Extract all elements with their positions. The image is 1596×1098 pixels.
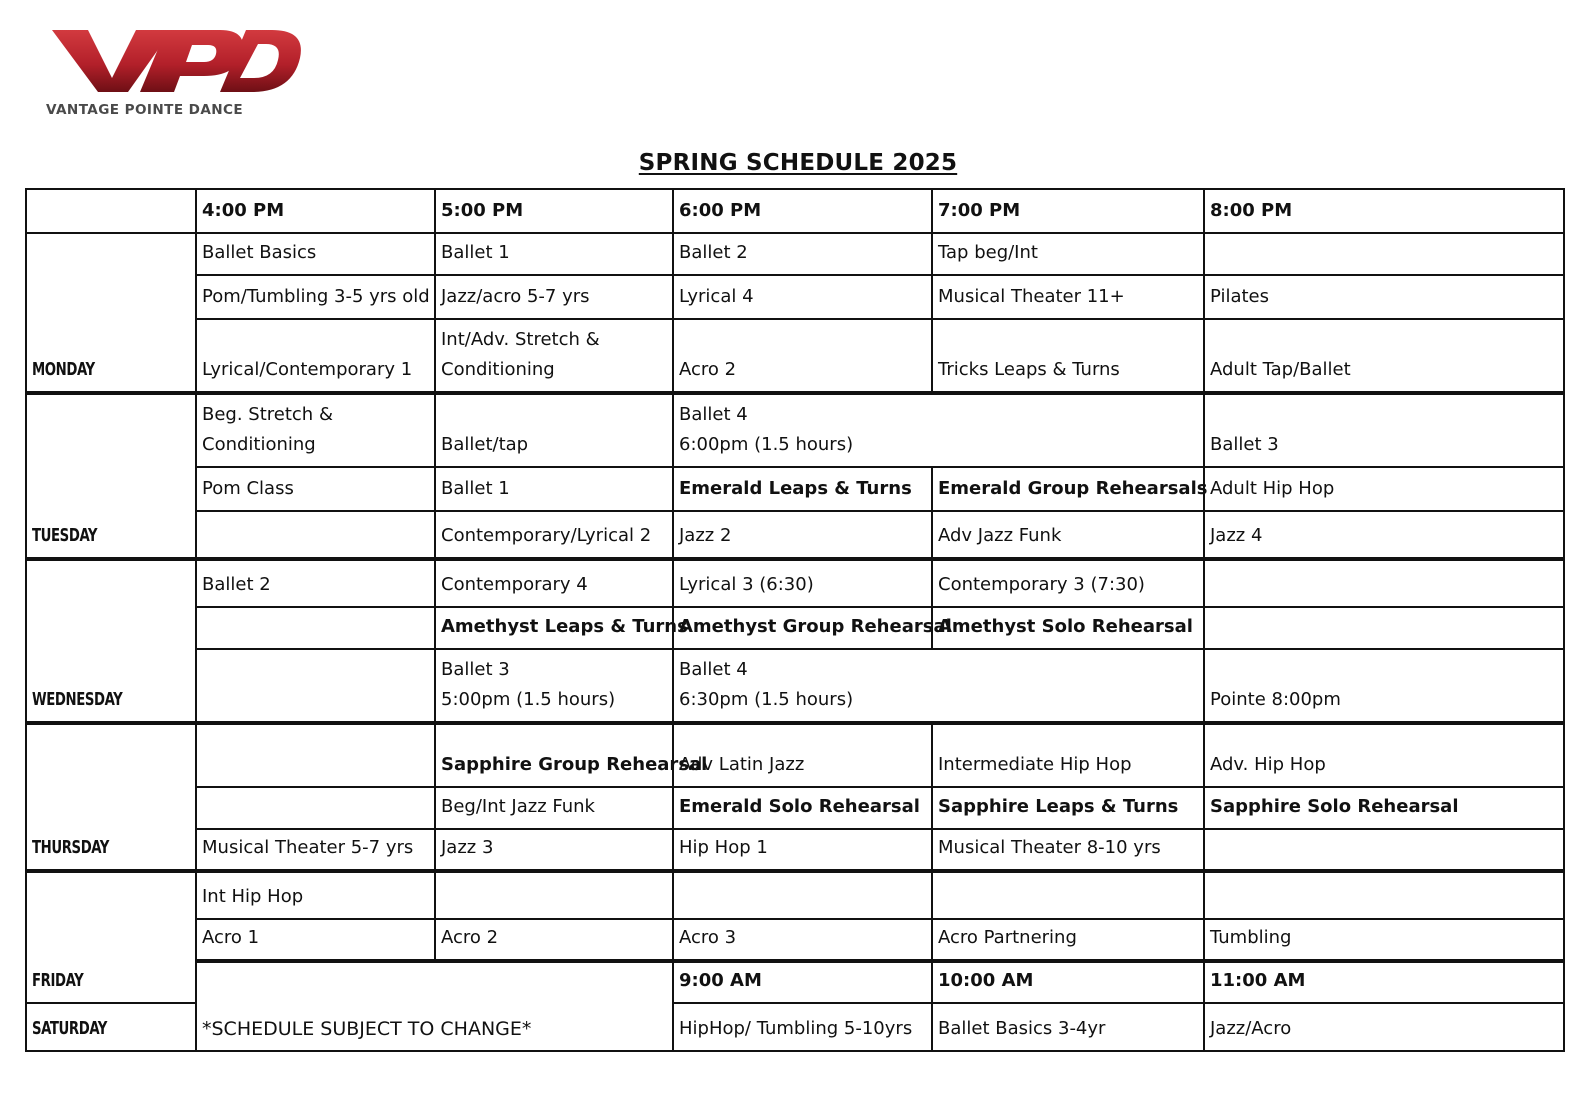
class-cell xyxy=(673,393,1204,467)
class-cell: Emerald Solo Rehearsal xyxy=(673,787,932,829)
class-cell xyxy=(1204,829,1564,871)
class-cell xyxy=(196,649,435,723)
day-thursday: THURSDAY xyxy=(26,723,196,871)
class-cell: Sapphire Solo Rehearsal xyxy=(1204,787,1564,829)
class-cell: Amethyst Leaps & Turns xyxy=(435,607,673,649)
day-monday: MONDAY xyxy=(26,233,196,393)
class-line: 6:30pm (1.5 hours) xyxy=(679,689,854,710)
class-cell xyxy=(1204,233,1564,275)
class-cell: Lyrical 3 (6:30) xyxy=(673,559,932,607)
class-cell: Lyrical 4 xyxy=(673,275,932,319)
day-friday: FRIDAY xyxy=(26,871,196,1003)
class-cell xyxy=(435,649,673,723)
table-row xyxy=(26,233,1564,275)
schedule-table xyxy=(25,188,1565,1052)
class-line: Ballet 3 xyxy=(441,659,510,680)
table-row xyxy=(26,871,1564,919)
class-cell xyxy=(1204,607,1564,649)
table-row xyxy=(26,511,1564,559)
class-cell: Musical Theater 11+ xyxy=(932,275,1204,319)
class-cell: Intermediate Hip Hop xyxy=(932,723,1204,787)
day-saturday: SATURDAY xyxy=(26,1003,196,1051)
class-cell: Emerald Group Rehearsals xyxy=(932,467,1204,511)
table-row xyxy=(26,649,1564,723)
class-cell: Ballet Basics xyxy=(196,233,435,275)
time-header-9am: 9:00 AM xyxy=(673,961,932,1003)
schedule-note: *SCHEDULE SUBJECT TO CHANGE* xyxy=(196,961,673,1051)
table-row xyxy=(26,607,1564,649)
class-cell: Adv Jazz Funk xyxy=(932,511,1204,559)
class-cell: Amethyst Group Rehearsal xyxy=(673,607,932,649)
table-row xyxy=(26,829,1564,871)
class-cell: Jazz/acro 5-7 yrs xyxy=(435,275,673,319)
class-cell: Ballet 2 xyxy=(673,233,932,275)
class-cell: Adult Tap/Ballet xyxy=(1204,319,1564,393)
day-tuesday: TUESDAY xyxy=(26,393,196,559)
class-cell: Pointe 8:00pm xyxy=(1204,649,1564,723)
class-cell: Acro Partnering xyxy=(932,919,1204,961)
header-corner xyxy=(26,189,196,233)
vpd-logo xyxy=(44,26,304,126)
class-cell: Acro 3 xyxy=(673,919,932,961)
class-cell: Adv Latin Jazz xyxy=(673,723,932,787)
class-line: Conditioning xyxy=(202,434,316,455)
time-header-11am: 11:00 AM xyxy=(1204,961,1564,1003)
class-cell xyxy=(196,511,435,559)
table-row xyxy=(26,467,1564,511)
time-header-5pm: 5:00 PM xyxy=(435,189,673,233)
page-title: SPRING SCHEDULE 2025 xyxy=(638,150,958,176)
class-line: Ballet 4 xyxy=(679,659,748,680)
time-header-10am: 10:00 AM xyxy=(932,961,1204,1003)
class-cell: Contemporary/Lyrical 2 xyxy=(435,511,673,559)
class-cell: Amethyst Solo Rehearsal xyxy=(932,607,1204,649)
class-cell: Sapphire Leaps & Turns xyxy=(932,787,1204,829)
table-row xyxy=(26,787,1564,829)
table-row xyxy=(26,319,1564,393)
saturday-header-row xyxy=(26,961,1564,1003)
class-line: Beg. Stretch & xyxy=(202,404,333,425)
class-cell: Tap beg/Int xyxy=(932,233,1204,275)
time-header-8pm: 8:00 PM xyxy=(1204,189,1564,233)
class-cell: Ballet 1 xyxy=(435,233,673,275)
class-cell: Jazz 2 xyxy=(673,511,932,559)
class-cell xyxy=(196,607,435,649)
class-cell: Adv. Hip Hop xyxy=(1204,723,1564,787)
class-cell: Sapphire Group Rehearsal xyxy=(435,723,673,787)
class-cell: Contemporary 4 xyxy=(435,559,673,607)
class-cell xyxy=(673,871,932,919)
logo-subtitle: VANTAGE POINTE DANCE xyxy=(46,102,244,118)
class-cell xyxy=(1204,871,1564,919)
class-cell: Acro 2 xyxy=(673,319,932,393)
table-row xyxy=(26,275,1564,319)
class-cell: Hip Hop 1 xyxy=(673,829,932,871)
class-cell: Pilates xyxy=(1204,275,1564,319)
class-cell: Tricks Leaps & Turns xyxy=(932,319,1204,393)
class-cell: Ballet/tap xyxy=(435,393,673,467)
class-cell: Tumbling xyxy=(1204,919,1564,961)
class-cell: Contemporary 3 (7:30) xyxy=(932,559,1204,607)
class-cell xyxy=(435,319,673,393)
class-line: Conditioning xyxy=(441,359,555,380)
time-header-6pm: 6:00 PM xyxy=(673,189,932,233)
class-cell: Jazz 4 xyxy=(1204,511,1564,559)
class-cell: Beg/Int Jazz Funk xyxy=(435,787,673,829)
class-line: 5:00pm (1.5 hours) xyxy=(441,689,616,710)
class-line: Ballet 4 xyxy=(679,404,748,425)
header-row xyxy=(26,189,1564,233)
class-cell: Lyrical/Contemporary 1 xyxy=(196,319,435,393)
class-cell xyxy=(196,393,435,467)
class-cell: Ballet 2 xyxy=(196,559,435,607)
class-cell: Musical Theater 5-7 yrs xyxy=(196,829,435,871)
class-cell: Jazz/Acro xyxy=(1204,1003,1564,1051)
class-line: Int/Adv. Stretch & xyxy=(441,329,600,350)
table-row xyxy=(26,919,1564,961)
class-cell xyxy=(435,871,673,919)
table-row xyxy=(26,723,1564,787)
class-cell: Jazz 3 xyxy=(435,829,673,871)
vpd-logo-mark xyxy=(44,26,304,126)
table-row xyxy=(26,393,1564,467)
class-cell xyxy=(673,649,1204,723)
class-cell: Emerald Leaps & Turns xyxy=(673,467,932,511)
time-header-7pm: 7:00 PM xyxy=(932,189,1204,233)
class-cell: Acro 1 xyxy=(196,919,435,961)
table-row xyxy=(26,559,1564,607)
class-cell: Acro 2 xyxy=(435,919,673,961)
class-cell xyxy=(932,871,1204,919)
class-cell: Int Hip Hop xyxy=(196,871,435,919)
class-cell: Pom/Tumbling 3-5 yrs old xyxy=(196,275,435,319)
class-cell: Ballet 3 xyxy=(1204,393,1564,467)
class-cell: Ballet 1 xyxy=(435,467,673,511)
class-line: 6:00pm (1.5 hours) xyxy=(679,434,854,455)
class-cell: Ballet Basics 3-4yr xyxy=(932,1003,1204,1051)
time-header-4pm: 4:00 PM xyxy=(196,189,435,233)
class-cell xyxy=(1204,559,1564,607)
day-wednesday: WEDNESDAY xyxy=(26,559,196,723)
class-cell: Musical Theater 8-10 yrs xyxy=(932,829,1204,871)
class-cell: Adult Hip Hop xyxy=(1204,467,1564,511)
class-cell xyxy=(196,723,435,787)
class-cell: HipHop/ Tumbling 5-10yrs xyxy=(673,1003,932,1051)
class-cell xyxy=(196,787,435,829)
class-cell: Pom Class xyxy=(196,467,435,511)
